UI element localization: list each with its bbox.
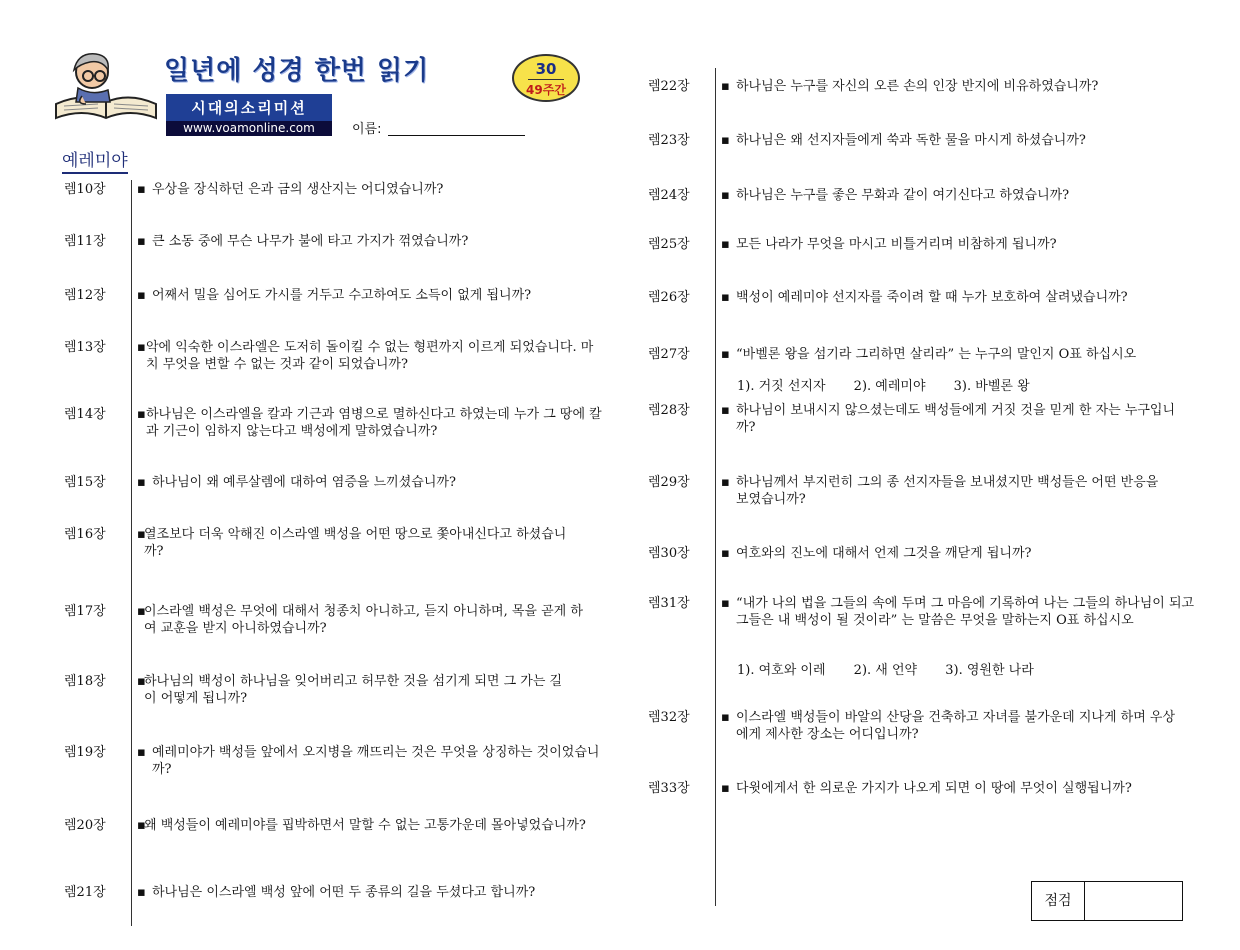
question-text: 이스라엘 백성은 무엇에 대해서 청종치 아니하고, 듣지 아니하며, 목을 곧게 하여 교훈을 받지 아니하였습니까?: [144, 604, 583, 636]
bullet: ▪: [721, 133, 730, 148]
chapter-label: 렘24장: [648, 188, 690, 203]
question-text: 하나님은 누구를 자신의 오른 손의 인장 반지에 비유하였습니까?: [736, 79, 1099, 94]
question-text: 우상을 장식하던 은과 금의 생산지는 어디였습니까?: [152, 182, 444, 197]
bullet: ▪: [721, 347, 730, 362]
bullet: ▪: [137, 288, 146, 303]
question-text: 큰 소동 중에 무슨 나무가 불에 타고 가지가 꺾였습니까?: [152, 234, 469, 249]
chapter-label: 렘10장: [64, 182, 106, 197]
name-field-line[interactable]: [388, 135, 525, 136]
bullet: ▪: [137, 527, 146, 542]
options-31: [737, 659, 1058, 678]
option[interactable]: 3). 바벨론 왕: [953, 379, 1030, 394]
option[interactable]: 2). 예레미야: [853, 379, 926, 394]
chapter-label: 렘27장: [648, 347, 690, 362]
question-text: “내가 나의 법을 그들의 속에 두며 그 마음에 기록하여 나는 그들의 하나님이 되고 그들은 내 백성이 될 것이라” 는 말씀은 무엇을 말하는지 O표 하십시오: [736, 596, 1195, 628]
bullet: ▪: [137, 407, 146, 422]
question-text: 하나님은 이스라엘을 칼과 기근과 염병으로 멸하신다고 하였는데 누가 그 땅에 칼과 기근이 임하지 않는다고 백성에게 말하였습니까?: [146, 407, 602, 439]
brand-url: www.voamonline.com: [166, 121, 332, 136]
chapter-label: 렘17장: [64, 604, 106, 619]
chapter-label: 렘32장: [648, 710, 690, 725]
chapter-label: 렘16장: [64, 527, 106, 542]
brand-logo: [166, 94, 332, 136]
chapter-label: 렘19장: [64, 745, 106, 760]
chapter-label: 렘23장: [648, 133, 690, 148]
brand-name: 시대의소리미션: [191, 99, 307, 117]
reader-illustration: [52, 46, 160, 126]
question-text: 악에 익숙한 이스라엘은 도저히 돌이킬 수 없는 형편까지 이르게 되었습니다. 마치 무엇을 변할 수 없는 것과 같이 되었습니까?: [146, 340, 594, 372]
chapter-label: 렘26장: [648, 290, 690, 305]
badge-number: 30: [535, 60, 557, 78]
option[interactable]: 3). 영원한 나라: [945, 663, 1034, 678]
question-text: 왜 백성들이 예레미야를 핍박하면서 말할 수 없는 고통가운데 몰아넣었습니까?: [144, 818, 586, 833]
bullet: ▪: [721, 546, 730, 561]
bullet: ▪: [721, 188, 730, 203]
question-text: 다윗에게서 한 의로운 가지가 나오게 되면 이 땅에 무엇이 실행됩니까?: [736, 781, 1132, 796]
bullet: ▪: [721, 475, 730, 490]
chapter-label: 렘13장: [64, 340, 106, 355]
question-text: 하나님은 이스라엘 백성 앞에 어떤 두 종류의 길을 두셨다고 합니까?: [152, 885, 536, 900]
bullet: ▪: [721, 403, 730, 418]
week-badge: [512, 54, 580, 102]
chapter-label: 렘25장: [648, 237, 690, 252]
check-label: 점검: [1032, 882, 1085, 920]
chapter-label: 렘31장: [648, 596, 690, 611]
bullet: ▪: [137, 885, 146, 900]
bullet: ▪: [137, 745, 146, 760]
option[interactable]: 1). 거짓 선지자: [737, 379, 826, 394]
bullet: ▪: [137, 234, 146, 249]
book-name: 예레미야: [62, 146, 128, 174]
question-text: 어째서 밀을 심어도 가시를 거두고 수고하여도 소득이 없게 됩니까?: [152, 288, 532, 303]
bullet: ▪: [137, 182, 146, 197]
chapter-label: 렘18장: [64, 674, 106, 689]
chapter-label: 렘33장: [648, 781, 690, 796]
bullet: ▪: [721, 79, 730, 94]
bullet: ▪: [721, 237, 730, 252]
chapter-label: 렘29장: [648, 475, 690, 490]
badge-divider: [528, 79, 564, 80]
bullet: ▪: [721, 596, 730, 611]
bullet: ▪: [137, 674, 146, 689]
question-text: 예레미야가 백성들 앞에서 오지병을 깨뜨리는 것은 무엇을 상징하는 것이었습니까?: [152, 745, 600, 777]
question-text: 하나님이 보내시지 않으셨는데도 백성들에게 거짓 것을 믿게 한 자는 누구입니까?: [736, 403, 1176, 435]
check-box[interactable]: [1031, 881, 1183, 921]
page-title: 일년에 성경 한번 읽기: [164, 56, 430, 86]
question-text: 하나님이 왜 예루살렘에 대하여 염증을 느끼셨습니까?: [152, 475, 456, 490]
question-text: 모든 나라가 무엇을 마시고 비틀거리며 비참하게 됩니까?: [736, 237, 1057, 252]
bullet: ▪: [137, 818, 146, 833]
chapter-label: 렘11장: [64, 234, 106, 249]
question-text: 하나님은 누구를 좋은 무화과 같이 여기신다고 하였습니까?: [736, 188, 1070, 203]
chapter-label: 렘28장: [648, 403, 690, 418]
bullet: ▪: [137, 475, 146, 490]
question-text: 하나님의 백성이 하나님을 잊어버리고 허무한 것을 섬기게 되면 그 가는 길이 어떻게 됩니까?: [144, 674, 563, 706]
options-27: [737, 375, 1054, 394]
right-column-rule: [715, 68, 716, 906]
chapter-label: 렘12장: [64, 288, 106, 303]
question-text: 하나님은 왜 선지자들에게 쑥과 독한 물을 마시게 하셨습니까?: [736, 133, 1086, 148]
chapter-label: 렘30장: [648, 546, 690, 561]
left-column-rule: [131, 180, 132, 926]
question-text: 열조보다 더욱 악해진 이스라엘 백성을 어떤 땅으로 쫓아내신다고 하셨습니까?: [144, 527, 567, 559]
question-text: “바벨론 왕을 섬기라 그리하면 살리라” 는 누구의 말인지 O표 하십시오: [736, 347, 1137, 362]
name-label: 이름:: [352, 122, 382, 137]
chapter-label: 렘21장: [64, 885, 106, 900]
chapter-label: 렘15장: [64, 475, 106, 490]
question-text: 여호와의 진노에 대해서 언제 그것을 깨닫게 됩니까?: [736, 546, 1032, 561]
question-text: 이스라엘 백성들이 바알의 산당을 건축하고 자녀를 불가운데 지나게 하며 우상에게 제사한 장소는 어디입니까?: [736, 710, 1176, 742]
option[interactable]: 1). 여호와 이레: [737, 663, 826, 678]
bullet: ▪: [721, 290, 730, 305]
question-text: 하나님께서 부지런히 그의 종 선지자들을 보내셨지만 백성들은 어떤 반응을 보였습니까?: [736, 475, 1159, 507]
chapter-label: 렘14장: [64, 407, 106, 422]
badge-week: 49주간: [526, 83, 566, 97]
chapter-label: 렘22장: [648, 79, 690, 94]
question-text: 백성이 예레미야 선지자를 죽이려 할 때 누가 보호하여 살려냈습니까?: [736, 290, 1128, 305]
chapter-label: 렘20장: [64, 818, 106, 833]
option[interactable]: 2). 새 언약: [853, 663, 918, 678]
bullet: ▪: [721, 781, 730, 796]
bullet: ▪: [137, 340, 146, 355]
bullet: ▪: [137, 604, 146, 619]
bullet: ▪: [721, 710, 730, 725]
